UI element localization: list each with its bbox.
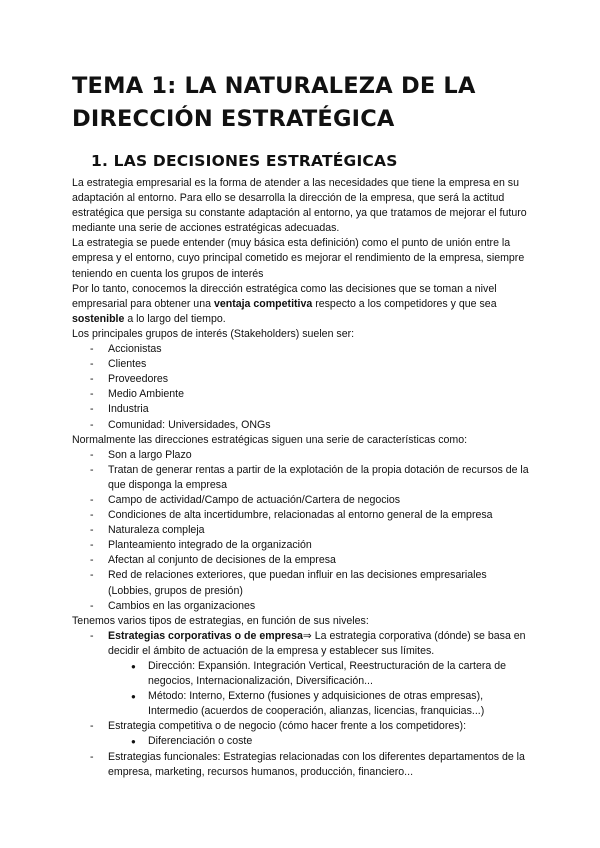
list-item: - Naturaleza compleja: [108, 523, 532, 538]
list-item: - Tratan de generar rentas a partir de la explotación de la propia dotación de recursos de la que disponga la empresa: [108, 463, 532, 493]
emphasis-ventaja: ventaja competitiva: [213, 297, 313, 310]
corporate-sublist: [108, 659, 532, 719]
list-item: - Industria: [108, 402, 532, 417]
arrow-icon: ⇒: [302, 629, 312, 642]
list-item: - Medio Ambiente: [108, 387, 532, 402]
list-item: - Proveedores: [108, 372, 532, 387]
page-title: TEMA 1: LA NATURALEZA DE LA DIRECCIÓN ESTRATÉGICA: [72, 73, 476, 132]
section-heading: 1. LAS DECISIONES ESTRATÉGICAS: [91, 152, 398, 170]
characteristics-intro: Normalmente las direcciones estratégicas siguen una serie de características como:: [72, 433, 468, 446]
list-item: - Clientes: [108, 357, 532, 372]
list-item: - Son a largo Plazo: [108, 448, 532, 463]
stakeholders-intro: Los principales grupos de interés (Stakeholders) suelen ser:: [72, 327, 355, 340]
list-item: - Cambios en las organizaciones: [108, 599, 532, 614]
paragraph-union: La estrategia se puede entender (muy básica esta definición) como el punto de unión entre la empresa y el entorno, cuyo principal cometido es mejorar el rendimiento de la empresa, siempre teniendo en cuenta los grupos de interés: [72, 237, 525, 280]
list-item: - Comunidad: Universidades, ONGs: [108, 418, 532, 433]
list-item: ● Método: Interno, Externo (fusiones y adquisiciones de otras empresas), Intermedio (acuerdos de cooperación, alianzas, licencias, franquicias...): [148, 689, 532, 719]
emphasis-sostenible: sostenible: [72, 312, 125, 325]
list-item-functional: - Estrategias funcionales: Estrategias relacionadas con los diferentes departamentos de la empresa, marketing, recursos humanos, producción, financiero...: [108, 750, 532, 780]
competitive-sublist: [108, 734, 532, 749]
strategy-types-list: [72, 629, 532, 780]
stakeholders-list: [72, 342, 532, 433]
list-item: - Afectan al conjunto de decisiones de la empresa: [108, 553, 532, 568]
list-item-corporate: - Estrategias corporativas o de empresa⇒ La estrategia corporativa (dónde) se basa en decidir el ámbito de actuación de la empresa y establecer sus límites. ● Dirección: Expansión. Integración Vertical, Reestructuración de la cartera de negocios, Internacionalización, Diversificación... ● Método: Interno, Externo (fusiones y adquisiciones de otras empresas), Intermedio (acuerdos de cooperación, alianzas, licencias, franquicias...): [108, 629, 532, 720]
list-item: ● Dirección: Expansión. Integración Vertical, Reestructuración de la cartera de negocios, Internacionalización, Diversificación...: [148, 659, 532, 689]
paragraph-definition: La estrategia empresarial es la forma de atender a las necesidades que tiene la empresa en su adaptación al entorno. Para ello se desarrolla la dirección de la empresa, que será la actitud estratégica que persiga su constante adaptación al entorno, ya que tratamos de mejorar el futuro mediante una serie de acciones estratégicas adecuadas.: [72, 177, 527, 235]
list-item-competitive: - Estrategia competitiva o de negocio (cómo hacer frente a los competidores): ● Diferenciación o coste: [108, 719, 532, 749]
list-item: - Accionistas: [108, 342, 532, 357]
types-intro: Tenemos varios tipos de estrategias, en función de sus niveles:: [72, 614, 369, 627]
list-item: ● Diferenciación o coste: [148, 734, 532, 749]
list-item: - Campo de actividad/Campo de actuación/Cartera de negocios: [108, 493, 532, 508]
paragraph-direction: Por lo tanto, conocemos la dirección estratégica como las decisiones que se toman a nivel empresarial para obtener una ventaja competitiva respecto a los competidores y que sea sostenible a lo largo del tiempo.: [72, 282, 497, 325]
list-item: - Condiciones de alta incertidumbre, relacionadas al entorno general de la empresa: [108, 508, 532, 523]
corporate-label: Estrategias corporativas o de empresa: [108, 629, 303, 642]
list-item: - Red de relaciones exteriores, que puedan influir en las decisiones empresariales (Lobbies, grupos de presión): [108, 568, 532, 598]
document-body: [72, 176, 532, 780]
list-item: - Planteamiento integrado de la organización: [108, 538, 532, 553]
characteristics-list: [72, 448, 532, 614]
